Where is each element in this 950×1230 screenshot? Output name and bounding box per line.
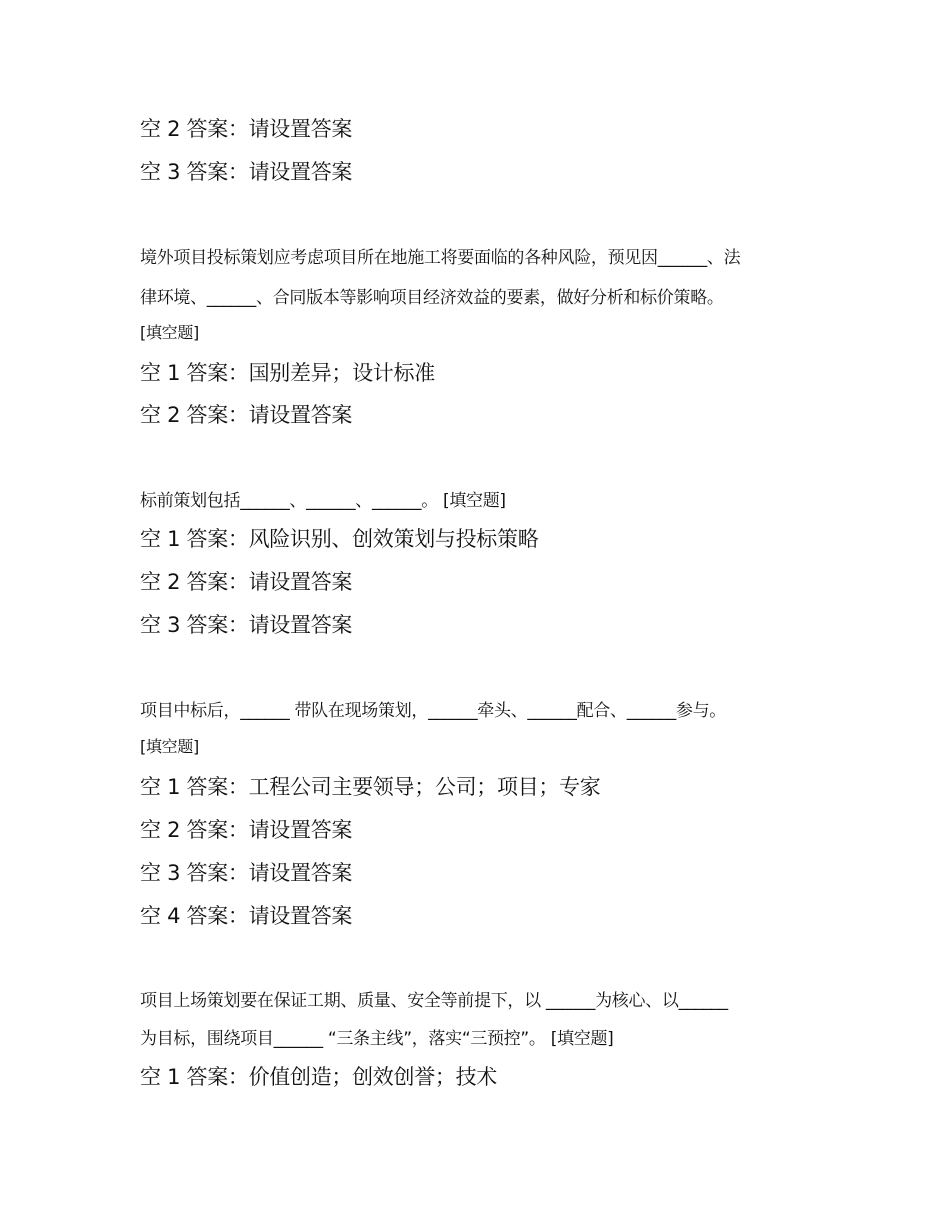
answer-line: 空 2 答案：请设置答案 <box>140 403 353 427</box>
answer-line: 空 2 答案：请设置答案 <box>140 117 353 141</box>
answer-line: 空 2 答案：请设置答案 <box>140 818 353 842</box>
answer-line: 空 1 答案：工程公司主要领导；公司；项目；专家 <box>140 775 601 799</box>
answer-line: 空 4 答案：请设置答案 <box>140 904 353 928</box>
answer-line: 空 2 答案：请设置答案 <box>140 570 353 594</box>
question-text: 项目中标后，______ 带队在现场策划，______牵头、______配合、______参与。 <box>140 701 727 721</box>
answer-line: 空 1 答案：风险识别、创效策划与投标策略 <box>140 527 539 551</box>
question-text: 项目上场策划要在保证工期、质量、安全等前提下，以 ______为核心、以______ <box>140 991 728 1011</box>
question-type-tag: [填空题] <box>140 323 199 342</box>
question-text: 标前策划包括______、______、______。 [填空题] <box>140 491 506 511</box>
answer-line: 空 1 答案：国别差异；设计标准 <box>140 361 435 385</box>
answer-line: 空 3 答案：请设置答案 <box>140 861 353 885</box>
answer-line: 空 3 答案：请设置答案 <box>140 613 353 637</box>
answer-line: 空 1 答案：价值创造；创效创誉；技术 <box>140 1065 498 1089</box>
question-text: 境外项目投标策划应考虑项目所在地施工将要面临的各种风险，预见因______、法 <box>140 248 741 268</box>
question-type-tag: [填空题] <box>140 737 199 756</box>
question-text: 律环境、______、合同版本等影响项目经济效益的要素，做好分析和标价策略。 <box>140 288 724 308</box>
answer-line: 空 3 答案：请设置答案 <box>140 160 353 184</box>
question-text: 为目标，围绕项目______ “三条主线”，落实“三预控”。 [填空题] <box>140 1029 614 1049</box>
